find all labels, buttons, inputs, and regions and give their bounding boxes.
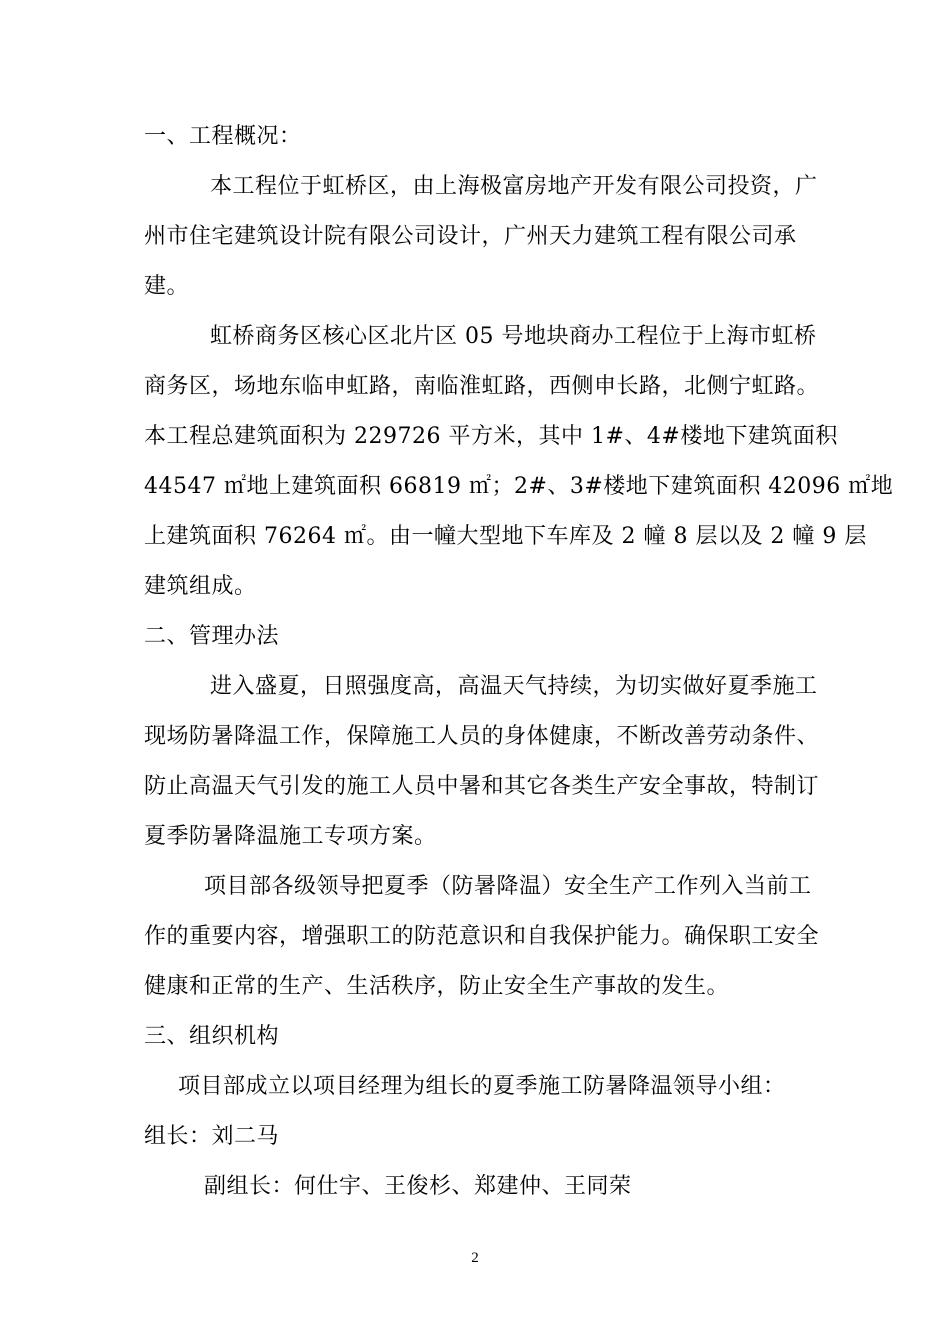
paragraph-line: 进入盛夏，日照强度高，高温天气持续，为切实做好夏季施工: [210, 674, 818, 699]
section-heading-management: 二、管理办法: [144, 624, 280, 649]
paragraph-line: 上建筑面积 76264 ㎡。由一幢大型地下车库及 2 幢 8 层以及 2 幢 9 层: [144, 524, 867, 549]
team-leader: 组长：刘二马: [144, 1124, 280, 1149]
paragraph-line: 防止高温天气引发的施工人员中暑和其它各类生产安全事故，特制订: [144, 774, 820, 799]
paragraph-project-site: [144, 312, 894, 612]
page-number: 2: [471, 1250, 479, 1266]
paragraph-project-parties: [144, 162, 818, 312]
paragraph-line: 44547 ㎡地上建筑面积 66819 ㎡；2#、3#楼地下建筑面积 42096 ㎡地: [144, 474, 894, 499]
paragraph-line: 建筑组成。: [144, 574, 257, 599]
paragraph-line: 作的重要内容，增强职工的防范意识和自我保护能力。确保职工安全: [144, 924, 820, 949]
paragraph-line: 项目部各级领导把夏季（防暑降温）安全生产工作列入当前工: [204, 874, 812, 899]
paragraph-line: 夏季防暑降温施工专项方案。: [144, 824, 437, 849]
paragraph-line: 健康和正常的生产、生活秩序，防止安全生产事故的发生。: [144, 974, 730, 999]
paragraph-line: 现场防暑降温工作，保障施工人员的身体健康，不断改善劳动条件、: [144, 724, 820, 749]
section-heading-organization: 三、组织机构: [144, 1024, 280, 1049]
paragraph-line: 州市住宅建筑设计院有限公司设计，广州天力建筑工程有限公司承: [144, 224, 797, 249]
organization-intro: 项目部成立以项目经理为组长的夏季施工防暑降温领导小组：: [178, 1074, 786, 1099]
team-deputies: 副组长：何仕宇、王俊杉、郑建仲、王同荣: [204, 1174, 632, 1199]
paragraph-line: 商务区，场地东临申虹路，南临淮虹路，西侧申长路，北侧宁虹路。: [144, 374, 820, 399]
paragraph-line: 本工程总建筑面积为 229726 平方米，其中 1#、4#楼地下建筑面积: [144, 424, 838, 449]
paragraph-line: 虹桥商务区核心区北片区 05 号地块商办工程位于上海市虹桥: [210, 324, 817, 349]
document-body: [144, 112, 894, 1212]
paragraph-summer-heat: [144, 662, 820, 862]
paragraph-line: 建。: [144, 274, 190, 299]
paragraph-line: 本工程位于虹桥区，由上海极富房地产开发有限公司投资，广: [210, 174, 818, 199]
paragraph-leadership: [144, 862, 820, 1012]
section-heading-overview: 一、工程概况：: [144, 124, 302, 149]
